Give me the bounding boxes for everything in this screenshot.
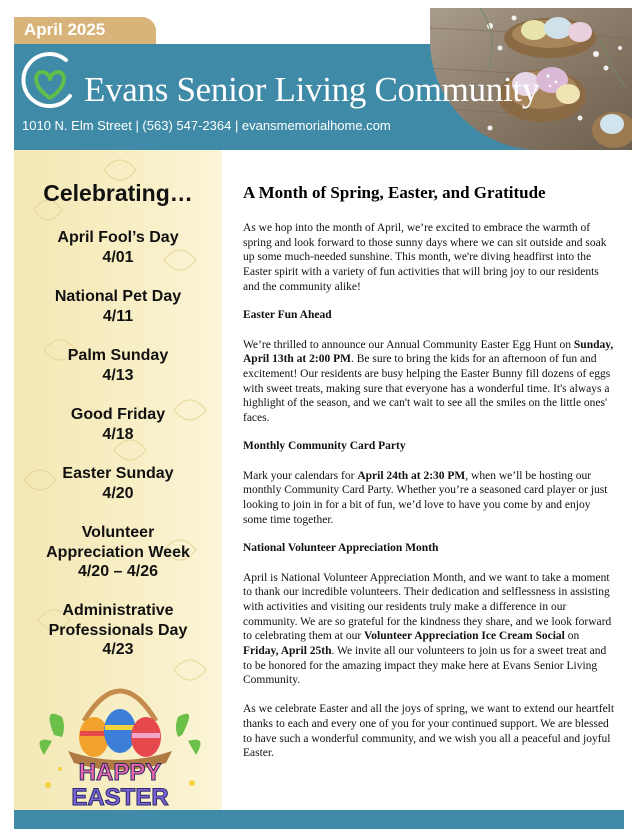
paragraph-text: April is National Volunteer Appreciation Month, and we want to take a moment to thank our incredible volunteers. Their dedication and selflessness in assisting with activities and visiting our residents truly make a difference in our community. We are so grateful for the kindness they share, and we look forward to celebrating them at our — [243, 571, 612, 643]
celebration-date: 4/01 — [102, 248, 134, 266]
section-heading: Monthly Community Card Party — [243, 439, 406, 452]
paragraph-text: . Be sure to bring the kids for an afternoon of fun and excitement! Our residents are busy helping the Easter Bunny fill dozens of eggs with sweet treats, making sure that everyone has a wonderful time. It's always a highlight of the season, and we can't wait to see all the smiles on the little ones' faces. — [243, 353, 611, 425]
celebration-date: 4/11 — [102, 307, 134, 325]
celebration-name: Volunteer — [81, 524, 155, 541]
article — [243, 183, 615, 775]
celebration-item — [14, 523, 222, 582]
event-datetime: Sunday, April 13th at 2:00 PM — [243, 338, 614, 366]
logo-heart-icon — [20, 52, 80, 112]
paragraph-text: We’re thrilled to announce our Annual Community Easter Egg Hunt on — [243, 338, 574, 351]
celebration-name: April Fool’s Day — [57, 229, 179, 246]
event-name: Volunteer Appreciation Ice Cream Social — [364, 630, 565, 643]
celebration-date: 4/20 — [102, 484, 134, 502]
celebration-name: Easter Sunday — [62, 465, 174, 482]
celebration-name: Good Friday — [70, 406, 166, 423]
happy-easter-art-text: HAPPY — [78, 759, 162, 786]
paragraph-text: . We invite all our volunteers to join us for a sweet treat and to be honored for the amazing impact they make here at Evans Senior Living Community. — [243, 645, 607, 687]
newsletter-header — [0, 0, 638, 150]
org-name: Evans Senior Living Community — [84, 70, 540, 109]
paragraph-text: on — [564, 630, 580, 643]
celebration-name: Appreciation Week — [46, 543, 190, 561]
event-datetime: Friday, April 25th — [243, 645, 332, 658]
celebration-name: Palm Sunday — [67, 347, 169, 364]
section-paragraph — [243, 469, 615, 528]
month-label: April 2025 — [24, 20, 106, 39]
happy-easter-art-text: EASTER — [71, 784, 169, 810]
paragraph-text: Mark your calendars for — [243, 469, 358, 482]
closing-paragraph: As we celebrate Easter and all the joys of spring, we want to extend our heartfelt thanks to each and every one of you for your continued support. We are blessed to have such a wonderful community, and we wish you all a peaceful and joyful Easter. — [243, 703, 615, 760]
celebration-item — [14, 464, 222, 503]
celebration-date: 4/13 — [102, 366, 134, 384]
celebration-name: National Pet Day — [54, 288, 182, 305]
celebration-name: Administrative — [62, 602, 174, 619]
happy-easter-art — [32, 665, 208, 810]
event-datetime: April 24th at 2:30 PM — [357, 469, 466, 482]
celebration-name: Professionals Day — [48, 621, 188, 639]
section-heading: Easter Fun Ahead — [243, 308, 332, 321]
article-title: A Month of Spring, Easter, and Gratitude — [243, 183, 546, 202]
month-tab — [14, 17, 156, 44]
celebration-item — [14, 287, 222, 326]
contact-line: 1010 N. Elm Street | (563) 547-2364 | evansmemorialhome.com — [22, 118, 391, 133]
section-paragraph — [243, 338, 615, 426]
celebration-item — [14, 346, 222, 385]
celebrations-sidebar — [14, 150, 222, 810]
intro-paragraph: As we hop into the month of April, we’re excited to embrace the warmth of spring and look forward to those sunny days where we can sit outside and soak up some much-needed sunshine. This month, we're diving headfirst into the Easter spirit with a variety of fun activities that will bring joy to our residents and the community alike! — [243, 222, 607, 293]
paragraph-text: , when we’ll be hosting our monthly Community Card Party. Whether you’re a seasoned card player or just looking to join in for a bit of fun, we’d love to have you come by and enjoy some time together. — [243, 469, 608, 526]
celebration-date: 4/23 — [102, 641, 134, 658]
celebrating-title: Celebrating… — [43, 180, 193, 206]
section-paragraph — [243, 571, 615, 689]
celebration-item — [14, 405, 222, 444]
footer-bar — [14, 810, 624, 829]
celebration-date: 4/18 — [102, 425, 134, 443]
celebration-item — [14, 601, 222, 660]
celebration-item — [14, 228, 222, 267]
celebration-date: 4/20 – 4/26 — [77, 563, 159, 580]
section-heading: National Volunteer Appreciation Month — [243, 541, 439, 554]
